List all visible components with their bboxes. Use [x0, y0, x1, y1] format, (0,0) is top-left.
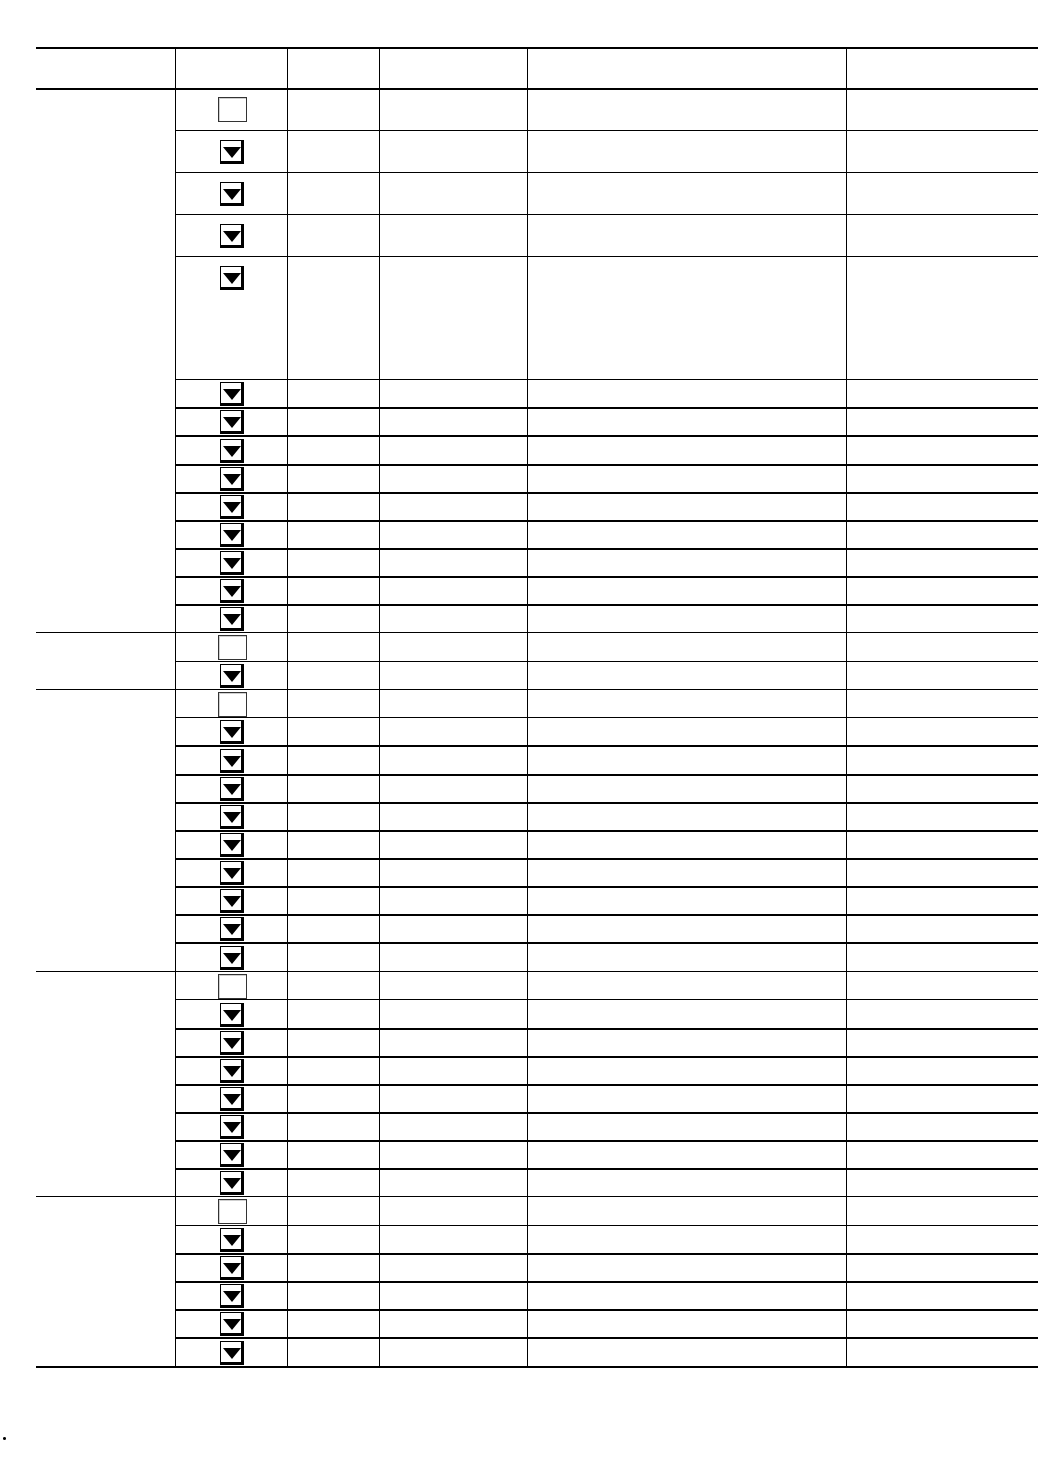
dropdown-arrow-icon[interactable]: [220, 1115, 244, 1139]
dropdown-shadow-right: [241, 440, 243, 462]
dropdown-shadow-right: [241, 580, 243, 602]
arrow-glyph: [223, 953, 241, 964]
row-divider: [175, 379, 1038, 380]
group-divider: [36, 689, 1038, 690]
arrow-glyph: [223, 1291, 241, 1302]
dropdown-shadow-right: [241, 750, 243, 772]
dropdown-shadow-right: [241, 834, 243, 856]
row-divider: [175, 256, 1038, 257]
row-divider: [175, 1112, 1038, 1114]
dropdown-arrow-icon[interactable]: [220, 777, 244, 801]
row-divider: [175, 1337, 1038, 1339]
dropdown-arrow-icon[interactable]: [220, 1143, 244, 1167]
row-divider: [175, 172, 1038, 173]
dropdown-shadow-bottom: [221, 938, 243, 940]
header-cell: [175, 48, 287, 88]
row-divider: [175, 214, 1038, 215]
table-bottom-rule: [36, 1366, 1038, 1368]
row-divider: [175, 492, 1038, 494]
arrow-glyph: [223, 614, 241, 625]
dropdown-arrow-icon[interactable]: [220, 410, 244, 434]
dropdown-arrow-icon[interactable]: [220, 266, 244, 290]
dropdown-arrow-icon[interactable]: [220, 720, 244, 744]
empty-checkbox-icon[interactable]: [218, 974, 247, 999]
dropdown-shadow-bottom: [221, 1052, 243, 1054]
arrow-glyph: [223, 1235, 241, 1246]
row-divider: [175, 1056, 1038, 1058]
dropdown-shadow-right: [241, 496, 243, 518]
dropdown-shadow-bottom: [221, 967, 243, 969]
dropdown-shadow-right: [241, 225, 243, 247]
row-divider: [175, 407, 1038, 409]
dropdown-shadow-bottom: [221, 882, 243, 884]
dropdown-shadow-bottom: [221, 1024, 243, 1026]
arrow-glyph: [223, 756, 241, 767]
dropdown-shadow-right: [241, 411, 243, 433]
dropdown-arrow-icon[interactable]: [220, 917, 244, 941]
dropdown-shadow-bottom: [221, 1277, 243, 1279]
dropdown-shadow-bottom: [221, 287, 243, 289]
dropdown-shadow-right: [241, 1313, 243, 1335]
dropdown-arrow-icon[interactable]: [220, 1031, 244, 1055]
dropdown-arrow-icon[interactable]: [220, 439, 244, 463]
arrow-glyph: [223, 1150, 241, 1161]
dropdown-arrow-icon[interactable]: [220, 1171, 244, 1195]
dropdown-shadow-right: [241, 1257, 243, 1279]
dropdown-shadow-right: [241, 1004, 243, 1026]
dropdown-shadow-bottom: [221, 798, 243, 800]
dropdown-shadow-right: [241, 183, 243, 205]
row-divider: [175, 802, 1038, 804]
dropdown-arrow-icon[interactable]: [220, 523, 244, 547]
dropdown-shadow-right: [241, 1342, 243, 1364]
arrow-glyph: [223, 671, 241, 682]
dropdown-arrow-icon[interactable]: [220, 1003, 244, 1027]
group-divider: [36, 1196, 1038, 1197]
header-cell: [287, 48, 379, 88]
arrow-glyph: [223, 558, 241, 569]
empty-checkbox-icon[interactable]: [218, 635, 247, 660]
row-divider: [175, 1140, 1038, 1142]
dropdown-shadow-right: [241, 383, 243, 405]
empty-checkbox-icon[interactable]: [218, 1199, 247, 1224]
arrow-glyph: [223, 1122, 241, 1133]
arrow-glyph: [223, 502, 241, 513]
row-divider: [175, 548, 1038, 550]
dropdown-shadow-right: [241, 267, 243, 289]
row-divider: [175, 576, 1038, 578]
row-divider: [175, 886, 1038, 888]
dropdown-shadow-bottom: [221, 161, 243, 163]
arrow-glyph: [223, 1178, 241, 1189]
empty-checkbox-icon[interactable]: [218, 692, 247, 717]
dropdown-shadow-right: [241, 141, 243, 163]
dropdown-shadow-right: [241, 806, 243, 828]
dropdown-shadow-right: [241, 1060, 243, 1082]
dropdown-shadow-right: [241, 1032, 243, 1054]
arrow-glyph: [223, 1263, 241, 1274]
arrow-glyph: [223, 1038, 241, 1049]
dropdown-arrow-icon[interactable]: [220, 495, 244, 519]
dropdown-arrow-icon[interactable]: [220, 889, 244, 913]
dropdown-shadow-right: [241, 1285, 243, 1307]
dropdown-shadow-bottom: [221, 1192, 243, 1194]
empty-checkbox-icon[interactable]: [218, 97, 247, 122]
dropdown-shadow-bottom: [221, 1333, 243, 1335]
group-divider: [36, 632, 1038, 633]
dropdown-arrow-icon[interactable]: [220, 467, 244, 491]
arrow-glyph: [223, 868, 241, 879]
dropdown-shadow-bottom: [221, 826, 243, 828]
dropdown-shadow-bottom: [221, 1305, 243, 1307]
arrow-glyph: [223, 924, 241, 935]
dropdown-shadow-bottom: [221, 685, 243, 687]
dropdown-shadow-right: [241, 1172, 243, 1194]
dropdown-shadow-bottom: [221, 403, 243, 405]
row-divider: [175, 604, 1038, 606]
page-mark: [3, 1437, 6, 1440]
row-divider: [175, 914, 1038, 916]
row-divider: [175, 464, 1038, 466]
dropdown-arrow-icon[interactable]: [220, 861, 244, 885]
arrow-glyph: [223, 727, 241, 738]
dropdown-shadow-bottom: [221, 572, 243, 574]
row-divider: [175, 830, 1038, 832]
dropdown-shadow-bottom: [221, 1249, 243, 1251]
row-divider: [175, 717, 1038, 718]
dropdown-shadow-bottom: [221, 628, 243, 630]
dropdown-arrow-icon[interactable]: [220, 579, 244, 603]
arrow-glyph: [223, 1066, 241, 1077]
dropdown-shadow-right: [241, 1229, 243, 1251]
dropdown-shadow-bottom: [221, 245, 243, 247]
row-divider: [175, 858, 1038, 860]
row-divider: [175, 1028, 1038, 1030]
dropdown-shadow-bottom: [221, 1136, 243, 1138]
arrow-glyph: [223, 840, 241, 851]
row-divider: [175, 745, 1038, 747]
dropdown-shadow-right: [241, 947, 243, 969]
dropdown-shadow-bottom: [221, 741, 243, 743]
header-cell: [846, 48, 1038, 88]
dropdown-arrow-icon[interactable]: [220, 182, 244, 206]
header-cell: [527, 48, 846, 88]
dropdown-arrow-icon[interactable]: [220, 382, 244, 406]
dropdown-shadow-bottom: [221, 1108, 243, 1110]
dropdown-arrow-icon[interactable]: [220, 224, 244, 248]
arrow-glyph: [223, 784, 241, 795]
dropdown-arrow-icon[interactable]: [220, 749, 244, 773]
dropdown-arrow-icon[interactable]: [220, 551, 244, 575]
arrow-glyph: [223, 1319, 241, 1330]
dropdown-arrow-icon[interactable]: [220, 140, 244, 164]
dropdown-shadow-right: [241, 862, 243, 884]
arrow-glyph: [223, 389, 241, 400]
dropdown-shadow-bottom: [221, 854, 243, 856]
dropdown-arrow-icon[interactable]: [220, 805, 244, 829]
arrow-glyph: [223, 896, 241, 907]
arrow-glyph: [223, 417, 241, 428]
dropdown-shadow-right: [241, 665, 243, 687]
arrow-glyph: [223, 446, 241, 457]
dropdown-shadow-bottom: [221, 431, 243, 433]
row-divider: [175, 1281, 1038, 1283]
dropdown-shadow-bottom: [221, 910, 243, 912]
header-bottom-rule: [36, 88, 1038, 90]
dropdown-shadow-right: [241, 1144, 243, 1166]
row-divider: [175, 1168, 1038, 1170]
row-divider: [175, 774, 1038, 776]
row-divider: [175, 1253, 1038, 1255]
row-divider: [175, 661, 1038, 662]
dropdown-shadow-bottom: [221, 203, 243, 205]
dropdown-arrow-icon[interactable]: [220, 1312, 244, 1336]
row-divider: [175, 1225, 1038, 1226]
dropdown-shadow-right: [241, 1116, 243, 1138]
row-divider: [175, 130, 1038, 131]
dropdown-shadow-right: [241, 468, 243, 490]
dropdown-shadow-right: [241, 608, 243, 630]
arrow-glyph: [223, 273, 241, 284]
dropdown-shadow-right: [241, 721, 243, 743]
dropdown-shadow-bottom: [221, 770, 243, 772]
dropdown-arrow-icon[interactable]: [220, 1341, 244, 1365]
dropdown-arrow-icon[interactable]: [220, 1256, 244, 1280]
row-divider: [175, 435, 1038, 437]
dropdown-shadow-right: [241, 890, 243, 912]
arrow-glyph: [223, 474, 241, 485]
arrow-glyph: [223, 231, 241, 242]
header-cell: [36, 48, 175, 88]
dropdown-arrow-icon[interactable]: [220, 946, 244, 970]
arrow-glyph: [223, 1094, 241, 1105]
dropdown-shadow-right: [241, 552, 243, 574]
row-divider: [175, 1309, 1038, 1311]
dropdown-arrow-icon[interactable]: [220, 833, 244, 857]
dropdown-arrow-icon[interactable]: [220, 1059, 244, 1083]
dropdown-arrow-icon[interactable]: [220, 1087, 244, 1111]
dropdown-arrow-icon[interactable]: [220, 1228, 244, 1252]
dropdown-shadow-right: [241, 918, 243, 940]
arrow-glyph: [223, 812, 241, 823]
row-divider: [175, 1084, 1038, 1086]
dropdown-shadow-bottom: [221, 516, 243, 518]
dropdown-shadow-bottom: [221, 1164, 243, 1166]
dropdown-shadow-right: [241, 1088, 243, 1110]
arrow-glyph: [223, 586, 241, 597]
arrow-glyph: [223, 147, 241, 158]
arrow-glyph: [223, 1010, 241, 1021]
dropdown-arrow-icon[interactable]: [220, 664, 244, 688]
dropdown-shadow-right: [241, 524, 243, 546]
dropdown-shadow-bottom: [221, 600, 243, 602]
dropdown-shadow-right: [241, 778, 243, 800]
arrow-glyph: [223, 530, 241, 541]
group-divider: [36, 971, 1038, 972]
dropdown-arrow-icon[interactable]: [220, 1284, 244, 1308]
dropdown-arrow-icon[interactable]: [220, 607, 244, 631]
dropdown-shadow-bottom: [221, 460, 243, 462]
dropdown-shadow-bottom: [221, 1080, 243, 1082]
arrow-glyph: [223, 189, 241, 200]
header-cell: [379, 48, 527, 88]
dropdown-shadow-bottom: [221, 544, 243, 546]
row-divider: [175, 999, 1038, 1000]
row-divider: [175, 520, 1038, 522]
row-divider: [175, 942, 1038, 944]
dropdown-shadow-bottom: [221, 1362, 243, 1364]
arrow-glyph: [223, 1348, 241, 1359]
dropdown-shadow-bottom: [221, 488, 243, 490]
